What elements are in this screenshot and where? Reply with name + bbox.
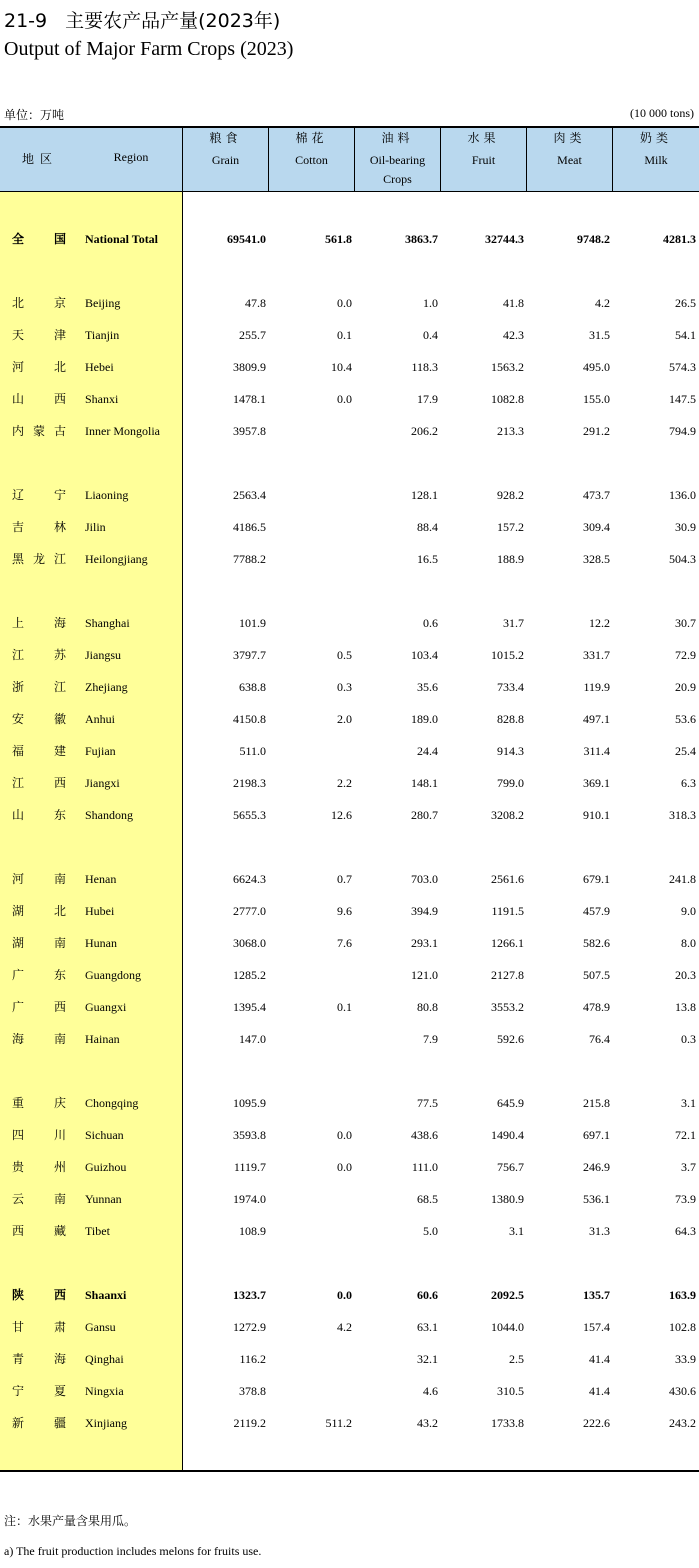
- table-row: [0, 645, 699, 665]
- region-name-cn: 河 北: [12, 360, 66, 374]
- cell-milk: 8.0: [681, 936, 696, 950]
- cell-cotton: 0.3: [337, 680, 352, 694]
- cell-cotton: 10.4: [331, 360, 352, 374]
- cell-meat: 697.1: [583, 1128, 610, 1142]
- table-row: [0, 517, 699, 537]
- cell-grain: 1119.7: [233, 1160, 266, 1174]
- cell-meat: 369.1: [583, 776, 610, 790]
- region-name-en: Zhejiang: [85, 680, 128, 694]
- region-name-en: Jiangxi: [85, 776, 120, 790]
- table-row: [0, 549, 699, 569]
- cell-oil: 68.5: [417, 1192, 438, 1206]
- cell-fruit: 1380.9: [491, 1192, 524, 1206]
- region-name-en: Jiangsu: [85, 648, 121, 662]
- cell-oil: 280.7: [411, 808, 438, 822]
- cell-meat: 215.8: [583, 1096, 610, 1110]
- cell-milk: 102.8: [669, 1320, 696, 1334]
- region-name-cn: 贵 州: [12, 1160, 66, 1174]
- table-row: [0, 869, 699, 889]
- table-row: [0, 1029, 699, 1049]
- cell-milk: 20.9: [675, 680, 696, 694]
- cell-milk: 147.5: [669, 392, 696, 406]
- header-region-en: Region: [113, 150, 149, 164]
- table-row: [0, 1349, 699, 1369]
- region-name-cn: 陕 西: [12, 1288, 66, 1302]
- table-row: [0, 613, 699, 633]
- region-name-en: Shanxi: [85, 392, 119, 406]
- region-name-cn: 北 京: [12, 296, 66, 310]
- cell-meat: 478.9: [583, 1000, 610, 1014]
- region-name-cn: 天 津: [12, 328, 66, 342]
- cell-milk: 504.3: [669, 552, 696, 566]
- cell-grain: 1272.9: [233, 1320, 266, 1334]
- cell-fruit: 32744.3: [485, 232, 524, 246]
- cell-milk: 241.8: [669, 872, 696, 886]
- cell-oil: 0.4: [423, 328, 438, 342]
- cell-cotton: 511.2: [325, 1416, 352, 1430]
- cell-fruit: 31.7: [503, 616, 524, 630]
- cell-milk: 430.6: [669, 1384, 696, 1398]
- table-row: [0, 1093, 699, 1113]
- cell-oil: 148.1: [411, 776, 438, 790]
- region-name-cn: 江 苏: [12, 648, 66, 662]
- cell-oil: 118.3: [411, 360, 438, 374]
- cell-milk: 64.3: [675, 1224, 696, 1238]
- region-name-en: Shaanxi: [85, 1288, 127, 1302]
- cell-fruit: 1191.5: [491, 904, 524, 918]
- cell-grain: 2119.2: [233, 1416, 266, 1430]
- cell-fruit: 1563.2: [491, 360, 524, 374]
- cell-milk: 9.0: [681, 904, 696, 918]
- cell-milk: 318.3: [669, 808, 696, 822]
- cell-oil: 111.0: [411, 1160, 438, 1174]
- region-name-cn: 山 东: [12, 808, 66, 822]
- cell-oil: 16.5: [417, 552, 438, 566]
- table-row: [0, 1317, 699, 1337]
- cell-meat: 311.4: [583, 744, 610, 758]
- cell-oil: 121.0: [411, 968, 438, 982]
- cell-meat: 135.7: [583, 1288, 610, 1302]
- region-column-highlight: [0, 192, 182, 1470]
- cell-oil: 7.9: [423, 1032, 438, 1046]
- region-name-cn: 甘 肃: [12, 1320, 66, 1334]
- region-name-en: Fujian: [85, 744, 116, 758]
- cell-grain: 255.7: [239, 328, 266, 342]
- table-title-en: Output of Major Farm Crops (2023): [4, 38, 294, 60]
- cell-milk: 30.7: [675, 616, 696, 630]
- footnote-en: a) The fruit production includes melons for fruits use.: [4, 1544, 262, 1558]
- cell-grain: 638.8: [239, 680, 266, 694]
- region-name-en: Inner Mongolia: [85, 424, 160, 438]
- cell-milk: 3.1: [681, 1096, 696, 1110]
- unit-label-en: (10 000 tons): [630, 106, 694, 120]
- cell-grain: 4150.8: [233, 712, 266, 726]
- header-fruit: 水果 Fruit: [467, 131, 500, 167]
- cell-milk: 4281.3: [663, 232, 696, 246]
- table-row: [0, 485, 699, 505]
- cell-oil: 43.2: [417, 1416, 438, 1430]
- cell-fruit: 213.3: [497, 424, 524, 438]
- cell-oil: 189.0: [411, 712, 438, 726]
- cell-meat: 495.0: [583, 360, 610, 374]
- cell-oil: 24.4: [417, 744, 438, 758]
- unit-label-cn: 单位：万吨: [4, 108, 65, 122]
- cell-fruit: 733.4: [497, 680, 524, 694]
- cell-fruit: 645.9: [497, 1096, 524, 1110]
- table-row: [0, 1157, 699, 1177]
- cell-milk: 33.9: [675, 1352, 696, 1366]
- cell-cotton: 4.2: [337, 1320, 352, 1334]
- cell-meat: 222.6: [583, 1416, 610, 1430]
- table-row: [0, 709, 699, 729]
- cell-cotton: 0.0: [337, 1128, 352, 1142]
- cell-meat: 9748.2: [577, 232, 610, 246]
- table-bottom-border: [0, 1470, 699, 1472]
- cell-oil: 438.6: [411, 1128, 438, 1142]
- cell-meat: 679.1: [583, 872, 610, 886]
- cell-fruit: 1733.8: [491, 1416, 524, 1430]
- table-row: [0, 901, 699, 921]
- cell-milk: 73.9: [675, 1192, 696, 1206]
- region-name-cn: 内 蒙 古: [12, 424, 66, 438]
- cell-milk: 6.3: [681, 776, 696, 790]
- region-name-cn: 四 川: [12, 1128, 66, 1142]
- cell-milk: 26.5: [675, 296, 696, 310]
- region-name-en: Guangdong: [85, 968, 141, 982]
- cell-fruit: 188.9: [497, 552, 524, 566]
- cell-milk: 243.2: [669, 1416, 696, 1430]
- region-name-cn: 浙 江: [12, 680, 66, 694]
- region-name-cn: 青 海: [12, 1352, 66, 1366]
- table-row: [0, 997, 699, 1017]
- cell-grain: 378.8: [239, 1384, 266, 1398]
- table-row: [0, 741, 699, 761]
- cell-grain: 1974.0: [233, 1192, 266, 1206]
- region-name-cn: 广 东: [12, 968, 66, 982]
- cell-cotton: 0.1: [337, 1000, 352, 1014]
- cell-grain: 2777.0: [233, 904, 266, 918]
- cell-cotton: 0.0: [337, 392, 352, 406]
- cell-fruit: 310.5: [497, 1384, 524, 1398]
- cell-meat: 157.4: [583, 1320, 610, 1334]
- region-name-cn: 湖 北: [12, 904, 66, 918]
- cell-meat: 328.5: [583, 552, 610, 566]
- region-name-en: Gansu: [85, 1320, 116, 1334]
- region-name-en: Beijing: [85, 296, 121, 310]
- cell-cotton: 2.0: [337, 712, 352, 726]
- cell-fruit: 799.0: [497, 776, 524, 790]
- cell-milk: 30.9: [675, 520, 696, 534]
- region-name-en: Hebei: [85, 360, 114, 374]
- cell-oil: 394.9: [411, 904, 438, 918]
- table-title-cn: 21-9 主要农产品产量(2023年): [4, 10, 281, 32]
- cell-grain: 6624.3: [233, 872, 266, 886]
- cell-milk: 0.3: [681, 1032, 696, 1046]
- cell-oil: 17.9: [417, 392, 438, 406]
- cell-fruit: 3208.2: [491, 808, 524, 822]
- cell-meat: 155.0: [583, 392, 610, 406]
- header-cotton: 棉花 Cotton: [295, 131, 328, 167]
- cell-oil: 60.6: [417, 1288, 438, 1302]
- cell-oil: 88.4: [417, 520, 438, 534]
- cell-grain: 3797.7: [233, 648, 266, 662]
- table-row: [0, 1189, 699, 1209]
- cell-fruit: 2092.5: [491, 1288, 524, 1302]
- cell-meat: 4.2: [595, 296, 610, 310]
- cell-milk: 136.0: [669, 488, 696, 502]
- cell-cotton: 0.1: [337, 328, 352, 342]
- cell-meat: 473.7: [583, 488, 610, 502]
- cell-meat: 31.5: [589, 328, 610, 342]
- table-row: [0, 1221, 699, 1241]
- cell-oil: 80.8: [417, 1000, 438, 1014]
- cell-milk: 53.6: [675, 712, 696, 726]
- cell-meat: 291.2: [583, 424, 610, 438]
- cell-grain: 1395.4: [233, 1000, 266, 1014]
- cell-oil: 4.6: [423, 1384, 438, 1398]
- cell-milk: 163.9: [669, 1288, 696, 1302]
- cell-milk: 3.7: [681, 1160, 696, 1174]
- header-bottom-border: [0, 191, 699, 192]
- cell-grain: 2563.4: [233, 488, 266, 502]
- table-row: [0, 677, 699, 697]
- table-row: [0, 293, 699, 313]
- cell-fruit: 157.2: [497, 520, 524, 534]
- region-name-en: National Total: [85, 232, 159, 246]
- region-name-en: Tibet: [85, 1224, 110, 1238]
- cell-meat: 457.9: [583, 904, 610, 918]
- table-row: [0, 389, 699, 409]
- region-name-cn: 吉 林: [12, 520, 66, 534]
- table-row: [0, 229, 699, 249]
- cell-oil: 206.2: [411, 424, 438, 438]
- table-row: [0, 421, 699, 441]
- table-row: [0, 965, 699, 985]
- cell-grain: 1478.1: [233, 392, 266, 406]
- region-name-cn: 海 南: [12, 1032, 66, 1046]
- cell-cotton: 2.2: [337, 776, 352, 790]
- cell-fruit: 592.6: [497, 1032, 524, 1046]
- region-name-en: Sichuan: [85, 1128, 124, 1142]
- table-row: [0, 933, 699, 953]
- region-name-en: Henan: [85, 872, 117, 886]
- region-name-en: Chongqing: [85, 1096, 139, 1110]
- cell-meat: 910.1: [583, 808, 610, 822]
- cell-grain: 1095.9: [233, 1096, 266, 1110]
- cell-fruit: 1015.2: [491, 648, 524, 662]
- cell-fruit: 828.8: [497, 712, 524, 726]
- region-name-en: Liaoning: [85, 488, 129, 502]
- cell-oil: 293.1: [411, 936, 438, 950]
- cell-oil: 3863.7: [405, 232, 438, 246]
- cell-milk: 25.4: [675, 744, 696, 758]
- cell-meat: 331.7: [583, 648, 610, 662]
- header-region-cn: 地区: [21, 152, 58, 166]
- table-row: [0, 773, 699, 793]
- region-name-cn: 安 徽: [12, 712, 66, 726]
- region-name-cn: 广 西: [12, 1000, 66, 1014]
- cell-grain: 3593.8: [233, 1128, 266, 1142]
- cell-grain: 116.2: [239, 1352, 266, 1366]
- cell-cotton: 561.8: [325, 232, 352, 246]
- region-name-cn: 辽 宁: [12, 488, 66, 502]
- region-name-cn: 全 国: [12, 232, 66, 246]
- cell-oil: 703.0: [411, 872, 438, 886]
- region-name-en: Shanghai: [85, 616, 130, 630]
- cell-cotton: 12.6: [331, 808, 352, 822]
- header-milk: 奶类 Milk: [639, 131, 672, 167]
- cell-oil: 35.6: [417, 680, 438, 694]
- cell-milk: 574.3: [669, 360, 696, 374]
- region-name-cn: 福 建: [12, 744, 66, 758]
- cell-grain: 3068.0: [233, 936, 266, 950]
- cell-cotton: 9.6: [337, 904, 352, 918]
- region-name-cn: 重 庆: [12, 1096, 66, 1110]
- region-name-en: Guangxi: [85, 1000, 127, 1014]
- cell-grain: 1285.2: [233, 968, 266, 982]
- cell-grain: 69541.0: [227, 232, 266, 246]
- cell-meat: 12.2: [589, 616, 610, 630]
- cell-fruit: 3.1: [509, 1224, 524, 1238]
- cell-fruit: 1266.1: [491, 936, 524, 950]
- cell-fruit: 41.8: [503, 296, 524, 310]
- cell-oil: 32.1: [417, 1352, 438, 1366]
- cell-meat: 309.4: [583, 520, 610, 534]
- region-name-en: Hunan: [85, 936, 117, 950]
- cell-grain: 3957.8: [233, 424, 266, 438]
- cell-oil: 5.0: [423, 1224, 438, 1238]
- region-name-en: Hubei: [85, 904, 115, 918]
- cell-milk: 54.1: [675, 328, 696, 342]
- cell-grain: 108.9: [239, 1224, 266, 1238]
- cell-grain: 4186.5: [233, 520, 266, 534]
- table-row: [0, 805, 699, 825]
- cell-cotton: 0.5: [337, 648, 352, 662]
- cell-grain: 5655.3: [233, 808, 266, 822]
- table-row: [0, 325, 699, 345]
- header-grain: 粮食 Grain: [209, 131, 242, 167]
- table-row: [0, 1413, 699, 1433]
- cell-cotton: 0.0: [337, 1288, 352, 1302]
- cell-oil: 128.1: [411, 488, 438, 502]
- header-oil-bearing-crops: 油料 Oil-bearing Crops: [369, 131, 426, 186]
- table-row: [0, 1285, 699, 1305]
- cell-fruit: 2.5: [509, 1352, 524, 1366]
- cell-oil: 1.0: [423, 296, 438, 310]
- region-name-cn: 湖 南: [12, 936, 66, 950]
- cell-milk: 794.9: [669, 424, 696, 438]
- region-name-cn: 宁 夏: [12, 1384, 66, 1398]
- table-row: [0, 1381, 699, 1401]
- cell-grain: 1323.7: [233, 1288, 266, 1302]
- cell-grain: 147.0: [239, 1032, 266, 1046]
- cell-oil: 103.4: [411, 648, 438, 662]
- region-name-cn: 山 西: [12, 392, 66, 406]
- region-name-cn: 新 疆: [12, 1416, 66, 1430]
- region-name-cn: 江 西: [12, 776, 66, 790]
- cell-meat: 41.4: [589, 1352, 610, 1366]
- cell-meat: 536.1: [583, 1192, 610, 1206]
- cell-oil: 77.5: [417, 1096, 438, 1110]
- table-row: [0, 1125, 699, 1145]
- cell-cotton: 0.7: [337, 872, 352, 886]
- region-name-en: Guizhou: [85, 1160, 127, 1174]
- region-name-en: Tianjin: [85, 328, 120, 342]
- cell-fruit: 1082.8: [491, 392, 524, 406]
- header-meat: 肉类 Meat: [553, 131, 586, 167]
- cell-cotton: 0.0: [337, 1160, 352, 1174]
- cell-meat: 76.4: [589, 1032, 610, 1046]
- cell-meat: 507.5: [583, 968, 610, 982]
- cell-fruit: 756.7: [497, 1160, 524, 1174]
- region-name-en: Xinjiang: [85, 1416, 127, 1430]
- region-name-cn: 西 藏: [12, 1224, 66, 1238]
- cell-milk: 72.1: [675, 1128, 696, 1142]
- cell-grain: 511.0: [239, 744, 266, 758]
- cell-meat: 246.9: [583, 1160, 610, 1174]
- region-name-cn: 黑 龙 江: [12, 552, 66, 566]
- region-name-en: Yunnan: [85, 1192, 122, 1206]
- cell-fruit: 42.3: [503, 328, 524, 342]
- region-name-cn: 河 南: [12, 872, 66, 886]
- cell-grain: 47.8: [245, 296, 266, 310]
- region-name-cn: 上 海: [12, 616, 66, 630]
- cell-oil: 63.1: [417, 1320, 438, 1334]
- region-name-en: Ningxia: [85, 1384, 124, 1398]
- cell-grain: 2198.3: [233, 776, 266, 790]
- region-name-en: Jilin: [85, 520, 106, 534]
- region-name-en: Anhui: [85, 712, 115, 726]
- table-row: [0, 357, 699, 377]
- cell-meat: 497.1: [583, 712, 610, 726]
- region-name-en: Qinghai: [85, 1352, 124, 1366]
- cell-grain: 3809.9: [233, 360, 266, 374]
- cell-meat: 582.6: [583, 936, 610, 950]
- region-name-en: Hainan: [85, 1032, 120, 1046]
- cell-grain: 7788.2: [233, 552, 266, 566]
- cell-cotton: 0.0: [337, 296, 352, 310]
- footnote-cn: 注：水果产量含果用瓜。: [4, 1514, 137, 1528]
- cell-oil: 0.6: [423, 616, 438, 630]
- cell-meat: 41.4: [589, 1384, 610, 1398]
- cell-grain: 101.9: [239, 616, 266, 630]
- region-name-cn: 云 南: [12, 1192, 66, 1206]
- cell-fruit: 1044.0: [491, 1320, 524, 1334]
- cell-meat: 119.9: [583, 680, 610, 694]
- cell-fruit: 2561.6: [491, 872, 524, 886]
- region-name-en: Shandong: [85, 808, 133, 822]
- cell-fruit: 3553.2: [491, 1000, 524, 1014]
- cell-fruit: 914.3: [497, 744, 524, 758]
- cell-milk: 13.8: [675, 1000, 696, 1014]
- cell-fruit: 2127.8: [491, 968, 524, 982]
- cell-fruit: 1490.4: [491, 1128, 524, 1142]
- cell-meat: 31.3: [589, 1224, 610, 1238]
- cell-milk: 20.3: [675, 968, 696, 982]
- cell-cotton: 7.6: [337, 936, 352, 950]
- region-name-en: Heilongjiang: [85, 552, 148, 566]
- cell-fruit: 928.2: [497, 488, 524, 502]
- cell-milk: 72.9: [675, 648, 696, 662]
